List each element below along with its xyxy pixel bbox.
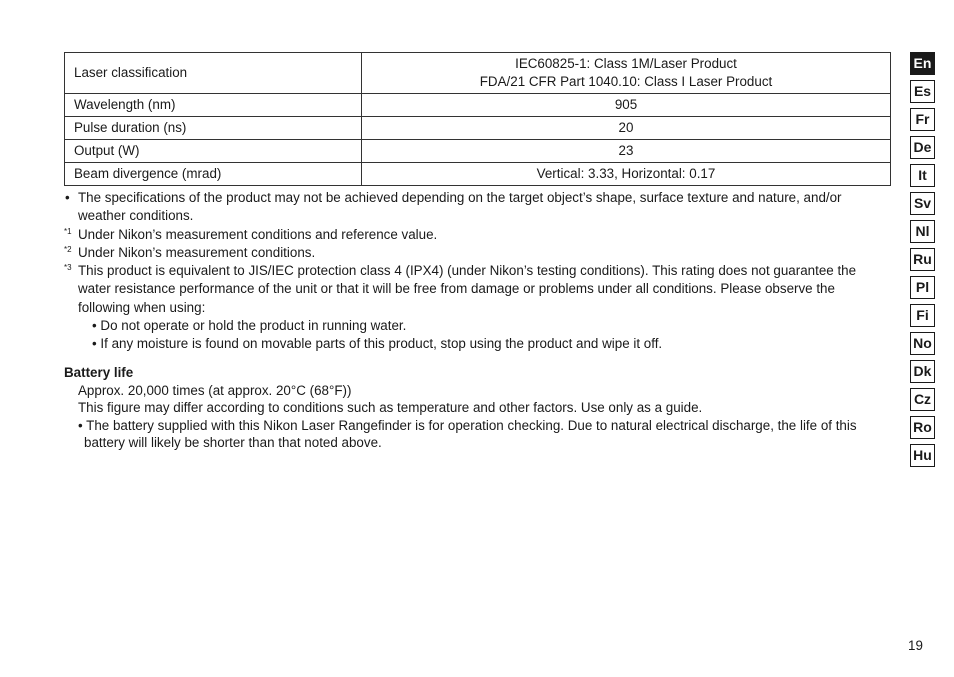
spec-value — [362, 140, 891, 163]
spec-row — [65, 117, 891, 140]
footnote-3-mark: *3 — [64, 263, 72, 273]
battery-life-heading: Battery life — [64, 365, 134, 380]
specifications-table — [64, 52, 891, 186]
spec-value — [362, 163, 891, 186]
spec-row — [65, 163, 891, 186]
spec-value — [362, 94, 891, 117]
footnote-1-mark: *1 — [64, 226, 72, 236]
spec-row — [65, 140, 891, 163]
spec-value — [362, 117, 891, 140]
language-tab-ro[interactable]: Ro — [910, 416, 935, 439]
page-number: 19 — [908, 638, 923, 653]
language-tab-sv[interactable]: Sv — [910, 192, 935, 215]
language-tab-fr[interactable]: Fr — [910, 108, 935, 131]
battery-life-section — [64, 364, 890, 452]
note-bullet-text: The specifications of the product may not be achieved depending on the target object’s shape, surface texture and nature, and/or weather conditions. — [78, 190, 842, 224]
spec-notes — [64, 189, 890, 354]
footnote-2-mark: *2 — [64, 244, 72, 254]
footnote-3-text: This product is equivalent to JIS/IEC protection class 4 (IPX4) (under Nikon’s testing conditions). This rating does not guarantee the water resistance performance of the unit or that it will be free from damage or problems under all conditions. Please observe the following when using: — [78, 263, 857, 315]
language-tab-en[interactable]: En — [910, 52, 935, 75]
note-bullet — [64, 189, 890, 226]
language-tab-dk[interactable]: Dk — [910, 360, 935, 383]
spec-label: Wavelength (nm) — [65, 94, 362, 117]
spec-value — [362, 53, 891, 94]
battery-life-figure-note: This figure may differ according to conditions such as temperature and other factors. Use only as a guide. — [78, 400, 703, 416]
footnote-1 — [64, 226, 890, 244]
spec-value-line: 20 — [618, 120, 634, 135]
spec-row — [65, 53, 891, 94]
spec-value-line: 23 — [618, 143, 634, 158]
language-tab-pl[interactable]: Pl — [910, 276, 935, 299]
language-tab-it[interactable]: It — [910, 164, 935, 187]
footnote-1-text: Under Nikon’s measurement conditions and reference value. — [78, 226, 438, 242]
language-tab-fi[interactable]: Fi — [910, 304, 935, 327]
spec-value-line: IEC60825-1: Class 1M/Laser Product — [515, 56, 737, 71]
spec-row — [65, 94, 891, 117]
language-tab-hu[interactable]: Hu — [910, 444, 935, 467]
language-tab-ru[interactable]: Ru — [910, 248, 935, 271]
footnote-2-text: Under Nikon’s measurement conditions. — [78, 244, 316, 260]
spec-value-line: FDA/21 CFR Part 1040.10: Class I Laser Product — [479, 74, 773, 89]
spec-label: Laser classification — [65, 53, 362, 94]
spec-value-line: Vertical: 3.33, Horizontal: 0.17 — [536, 166, 716, 181]
language-tab-cz[interactable]: Cz — [910, 388, 935, 411]
spec-label: Pulse duration (ns) — [65, 117, 362, 140]
battery-life-approx: Approx. 20,000 times (at approx. 20°C (68°F)) — [78, 382, 352, 398]
spec-label: Output (W) — [65, 140, 362, 163]
language-tab-nl[interactable]: Nl — [910, 220, 935, 243]
footnote-2 — [64, 244, 890, 262]
spec-value-line: 905 — [614, 97, 638, 112]
footnote-3-sub-item: • If any moisture is found on movable parts of this product, stop using the product and wipe it off. — [92, 336, 663, 352]
battery-life-bullet: • The battery supplied with this Nikon Laser Rangefinder is for operation checking. Due to natural electrical discharge, the life of this battery will likely be shorter than that noted above. — [78, 417, 857, 451]
spec-label: Beam divergence (mrad) — [65, 163, 362, 186]
language-tabs — [910, 52, 935, 472]
language-tab-no[interactable]: No — [910, 332, 935, 355]
language-tab-es[interactable]: Es — [910, 80, 935, 103]
language-tab-de[interactable]: De — [910, 136, 935, 159]
footnote-3-sub-item: • Do not operate or hold the product in running water. — [92, 318, 407, 334]
footnote-3 — [64, 262, 890, 353]
note-bullet-mark: • — [65, 190, 70, 205]
